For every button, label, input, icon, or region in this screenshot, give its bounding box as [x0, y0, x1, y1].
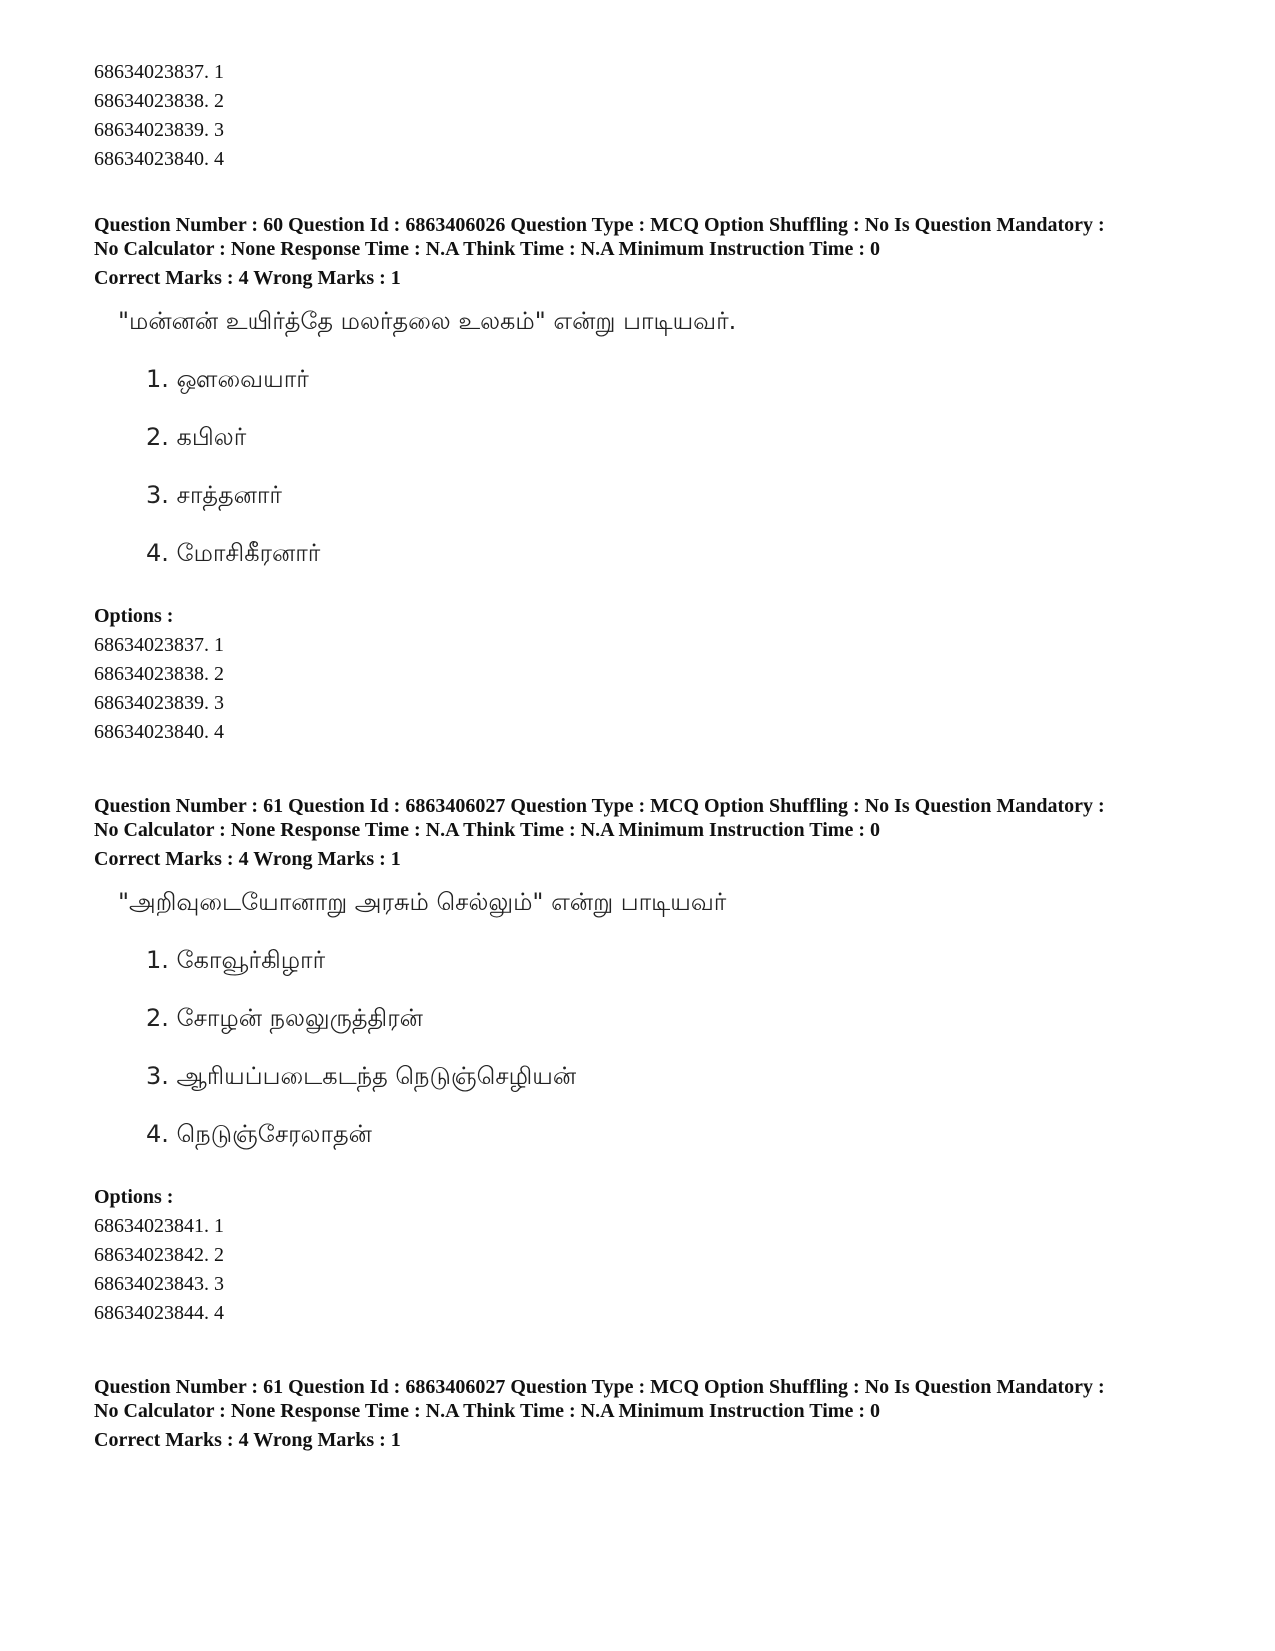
option-line: 68634023839. 3 — [94, 692, 224, 714]
option-line: 68634023837. 1 — [94, 61, 224, 83]
answer-choice: 1. கோவூர்கிழார் — [146, 946, 326, 974]
option-line: 68634023844. 4 — [94, 1302, 224, 1324]
question-stem: "அறிவுடையோனாறு அரசும் செல்லும்" என்று பாடியவர் — [118, 888, 727, 916]
option-line: 68634023838. 2 — [94, 90, 224, 112]
question-marks: Correct Marks : 4 Wrong Marks : 1 — [94, 1429, 401, 1451]
answer-choice: 2. சோழன் நலலுருத்திரன் — [146, 1004, 423, 1032]
answer-choice: 4. நெடுஞ்சேரலாதன் — [146, 1120, 372, 1148]
question-header-61-repeat — [94, 1375, 1214, 1452]
options-list-60 — [94, 602, 224, 747]
options-list-61 — [94, 1183, 224, 1328]
answer-choice: 2. கபிலர் — [146, 423, 247, 451]
question-marks: Correct Marks : 4 Wrong Marks : 1 — [94, 848, 401, 870]
option-line: 68634023838. 2 — [94, 663, 224, 685]
question-body-61 — [118, 888, 726, 1151]
option-line: 68634023842. 2 — [94, 1244, 224, 1266]
option-line: 68634023843. 3 — [94, 1273, 224, 1295]
question-meta-line2: No Calculator : None Response Time : N.A Think Time : N.A Minimum Instruction Time : 0 — [94, 238, 880, 260]
question-marks: Correct Marks : 4 Wrong Marks : 1 — [94, 267, 401, 289]
question-meta-line2: No Calculator : None Response Time : N.A Think Time : N.A Minimum Instruction Time : 0 — [94, 1400, 880, 1422]
answer-choice: 3. சாத்தனார் — [146, 481, 282, 509]
question-body-60 — [118, 307, 736, 570]
question-meta-line1: Question Number : 61 Question Id : 6863406027 Question Type : MCQ Option Shuffling : No Is Question Mandatory : — [94, 1376, 1105, 1398]
options-label: Options : — [94, 1186, 174, 1208]
question-meta-line1: Question Number : 61 Question Id : 6863406027 Question Type : MCQ Option Shuffling : No Is Question Mandatory : — [94, 795, 1105, 817]
question-meta-line1: Question Number : 60 Question Id : 6863406026 Question Type : MCQ Option Shuffling : No Is Question Mandatory : — [94, 214, 1105, 236]
option-line: 68634023837. 1 — [94, 634, 224, 656]
question-header-61 — [94, 794, 1214, 871]
options-label: Options : — [94, 605, 174, 627]
option-line: 68634023840. 4 — [94, 148, 224, 170]
option-line: 68634023840. 4 — [94, 721, 224, 743]
question-header-60 — [94, 213, 1214, 290]
option-line: 68634023841. 1 — [94, 1215, 224, 1237]
answer-choice: 3. ஆரியப்படைகடந்த நெடுஞ்செழியன் — [146, 1062, 577, 1090]
question-stem: "மன்னன் உயிர்த்தே மலர்தலை உலகம்" என்று பாடியவர். — [118, 307, 737, 335]
option-line: 68634023839. 3 — [94, 119, 224, 141]
question-meta-line2: No Calculator : None Response Time : N.A Think Time : N.A Minimum Instruction Time : 0 — [94, 819, 880, 841]
top-options-list — [94, 58, 224, 174]
answer-choice: 1. ஔவையார் — [146, 365, 309, 393]
answer-choice: 4. மோசிகீரனார் — [146, 539, 321, 567]
